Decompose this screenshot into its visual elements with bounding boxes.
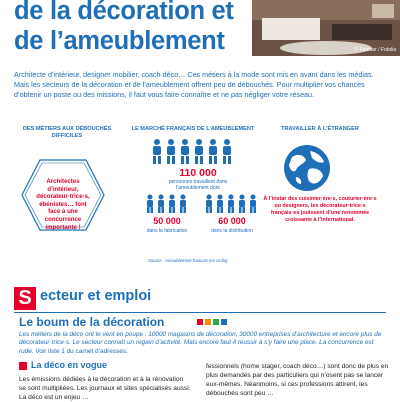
fabrication-caption: dans la fabrication	[146, 228, 188, 234]
subheading: La déco en vogue	[31, 360, 108, 370]
source-note: Source : Ameublement français (ex Unifa)	[148, 258, 228, 263]
page-title	[14, 0, 254, 56]
photo-credit: © Fotoaer / Fotolia	[354, 47, 396, 53]
color-dot-red	[197, 319, 203, 325]
people-distribution-icon	[204, 194, 260, 216]
distribution-value: 60 000	[218, 216, 246, 226]
people-group-icon	[150, 138, 240, 166]
total-value: 110 000	[179, 167, 217, 179]
section-title: ecteur et emploi	[40, 288, 152, 304]
body-right-column: fessionnels (home stager, coach déco…) sont donc de plus en plus demandés par des particuliers qui n’osent pas se lancer eux-mêmes. Néanmoins, si ces professions attirent, les débouchés sont peu …	[206, 363, 389, 397]
people-fabrication-icon	[145, 194, 189, 216]
header-photo	[252, 0, 400, 56]
intro-paragraph: Architecte d’intérieur, designer mobilier, coach déco… Ces métiers à la mode sont mis en avant dans les médias. Mais les secteurs de la décoration et de l’ameublement offrent peu de débouchés. Pour multiplier vos chances d’obtenir un poste ou des missions, il faut vous faire connaître et ne pas négliger votre réseau.	[14, 70, 374, 99]
color-dot-orange	[205, 319, 211, 325]
lead-link[interactable]: Voir liste 1 du carnet d’adresses.	[35, 347, 128, 355]
section-divider	[14, 312, 386, 313]
color-dot-green	[213, 319, 219, 325]
body-left-column: Les émissions dédiées à la décoration et à la rénovation se sont multipliées. Les journaux et sites spécialisés aussi. La déco est un enjeu …	[19, 376, 191, 401]
badge-text: Architectes d’intérieur, décorateur·trice·s, ébénistes… font face à une concurrence importante !	[36, 178, 90, 231]
fabrication-value: 50 000	[153, 216, 181, 226]
heading-marker	[19, 362, 27, 370]
distribution-caption: dans la distribution	[211, 228, 253, 234]
lead-paragraph	[19, 331, 389, 356]
subsection-title: Le boum de la décoration	[19, 315, 165, 329]
color-dot-blue	[221, 319, 227, 325]
total-caption: personnes travaillent dans l’ameublement dont	[168, 179, 228, 191]
col3-text: À l’instar des cuisinier·ère·s, couturier·ère·s ou designers, les décorateur·trice·s français·es jouissent d’une renommée croissante à l’international.	[263, 196, 377, 223]
col2-title: LE MARCHÉ FRANÇAIS DE L’AMEUBLEMENT	[131, 126, 255, 132]
col1-title: DES MÉTIERS AUX DÉBOUCHÉS DIFFICILES	[22, 126, 112, 139]
title-line-2: de l’ameublement	[14, 27, 225, 55]
col3-title: TRAVAILLER À L’ÉTRANGER	[281, 126, 359, 132]
section-initial: S	[14, 287, 36, 310]
lead-text: Les métiers de la déco ont le vent en poupe : 10000 magasins de décoration, 30000 entreprises d’architecture et encore plus de décorateur·trice·s. Le secteur connaît un regain d’activité. Mais encore faut-il réussir à s’y faire une place. La concurrence est rude.	[19, 331, 382, 355]
globe-icon	[282, 143, 332, 193]
title-line-1: de la décoration et	[14, 0, 234, 25]
warning-badge	[20, 158, 106, 232]
